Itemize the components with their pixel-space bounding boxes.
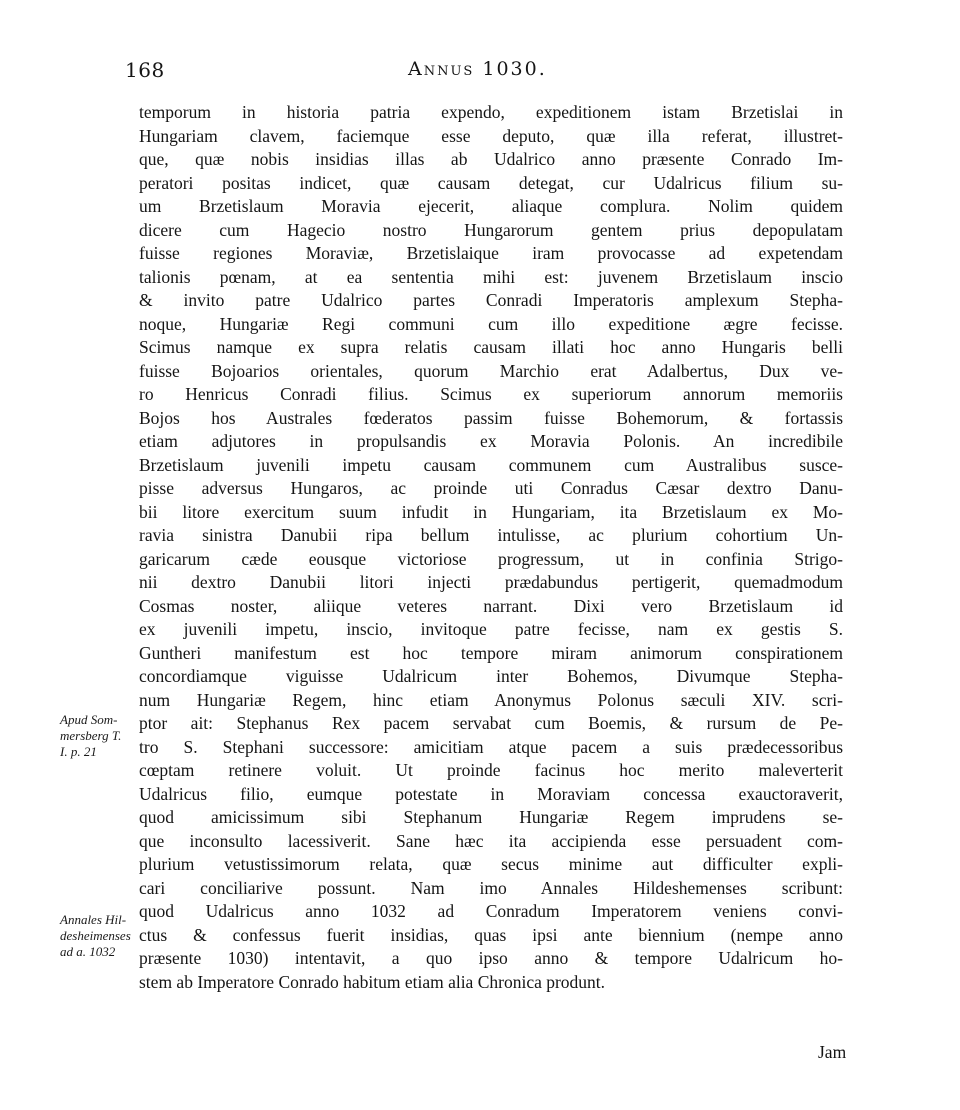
text-line: stem ab Imperatore Conrado habitum etiam alia Chronica produnt. [139,971,606,992]
text-line: Udalricus filio, eumque potestate in Moraviam concessa exauctoraverit, [139,783,843,804]
text-line: etiam adjutores in propulsandis ex Moravia Polonis. An incredibile [139,431,843,451]
text-line: temporum in historia patria expendo, expeditionem istam Brzetislai in [139,102,843,122]
text-line: præsente 1030) intentavit, a quo ipso anno & tempore Udalricum ho- [139,948,843,968]
text-line: quod Udalricus anno 1032 ad Conradum Imperatorem veniens convi- [139,901,843,921]
page-number: 168 [125,58,165,82]
text-line: cari conciliarive possunt. Nam imo Annales Hildeshemenses scribunt: [139,877,843,898]
text-line: Scimus namque ex supra relatis causam illati hoc anno Hungaris belli [139,337,843,357]
margin-note-line: Annales Hil- [60,912,127,927]
margin-note-line: I. p. 21 [60,744,97,759]
margin-note-line: ad a. 1032 [60,944,116,959]
text-line: dicere cum Hagecio nostro Hungarorum gentem prius depopulatam [139,219,843,240]
text-line: ro Henricus Conradi filius. Scimus ex superiorum annorum memoriis [139,384,843,404]
text-line: quod amicissimum sibi Stephanum Hungariæ Regem imprudens se- [139,807,843,827]
text-line: garicarum cæde eousque victoriose progressum, ut in confinia Strigo- [139,548,843,569]
text-line: pisse adversus Hungaros, ac proinde uti Conradus Cæsar dextro Danu- [139,478,843,498]
text-line: fuisse Bojoarios orientales, quorum Marchio erat Adalbertus, Dux ve- [139,360,843,381]
text-line: num Hungariæ Regem, hinc etiam Anonymus Polonus sæculi XIV. scri- [139,689,843,710]
catchword: Jam [818,1042,847,1062]
text-line: bii litore exercitum suum infudit in Hungariam, ita Brzetislaum ex Mo- [139,501,843,522]
text-line: Bojos hos Australes fœderatos passim fuisse Bohemorum, & fortassis [139,407,843,428]
text-line: Brzetislaum juvenili impetu causam communem cum Australibus susce- [139,454,843,475]
text-line: ravia sinistra Danubii ripa bellum intulisse, ac plurium cohortium Un- [139,525,843,545]
body-text [139,101,851,994]
text-line: Cosmas noster, aliique veteres narrant. Dixi vero Brzetislaum id [139,595,843,616]
text-line: cœptam retinere voluit. Ut proinde facinus hoc merito maleverterit [139,760,843,780]
text-line: ex juvenili impetu, inscio, invitoque patre fecisse, nam ex gestis S. [139,619,843,639]
text-line: ctus & confessus fuerit insidias, quas ipsi ante biennium (nempe anno [139,924,843,945]
text-line: Hungariam clavem, faciemque esse deputo, quæ illa referat, illustret- [139,125,843,146]
text-line: plurium vetustissimorum relata, quæ secus minime aut difficulter expli- [139,854,843,874]
text-line: que, quæ nobis insidias illas ab Udalrico anno præsente Conrado Im- [139,149,843,169]
text-line: noque, Hungariæ Regi communi cum illo expeditione ægre fecisse. [139,313,843,334]
text-line: talionis pœnam, at ea sententia mihi est: juvenem Brzetislaum inscio [139,266,843,287]
margin-note-line: desheimenses [60,928,131,943]
text-line: nii dextro Danubii litori injecti prædabundus pertigerit, quemadmodum [139,572,843,592]
text-line: tro S. Stephani successore: amicitiam atque pacem a suis prædecessoribus [139,736,843,757]
text-line: um Brzetislaum Moravia ejecerit, aliaque complura. Nolim quidem [139,196,843,216]
text-line: ptor ait: Stephanus Rex pacem servabat cum Boemis, & rursum de Pe- [139,713,843,733]
margin-note-line: Apud Som- [60,712,118,727]
running-title: Annus 1030. [408,58,547,80]
text-line: Guntheri manifestum est hoc tempore miram animorum conspirationem [139,642,843,663]
text-line: concordiamque viguisse Udalricum inter Bohemos, Divumque Stepha- [139,666,843,686]
margin-note-line: mersberg T. [60,728,122,743]
text-line: & invito patre Udalrico partes Conradi Imperatoris amplexum Stepha- [139,290,843,310]
margin-note [60,712,121,760]
margin-note [60,912,131,960]
text-line: que inconsulto lacessiverit. Sane hæc ita accipienda esse persuadent com- [139,830,843,851]
text-line: peratori positas indicet, quæ causam detegat, cur Udalricus filium su- [139,172,843,193]
text-line: fuisse regiones Moraviæ, Brzetislaique iram provocasse ad expetendam [139,243,843,263]
